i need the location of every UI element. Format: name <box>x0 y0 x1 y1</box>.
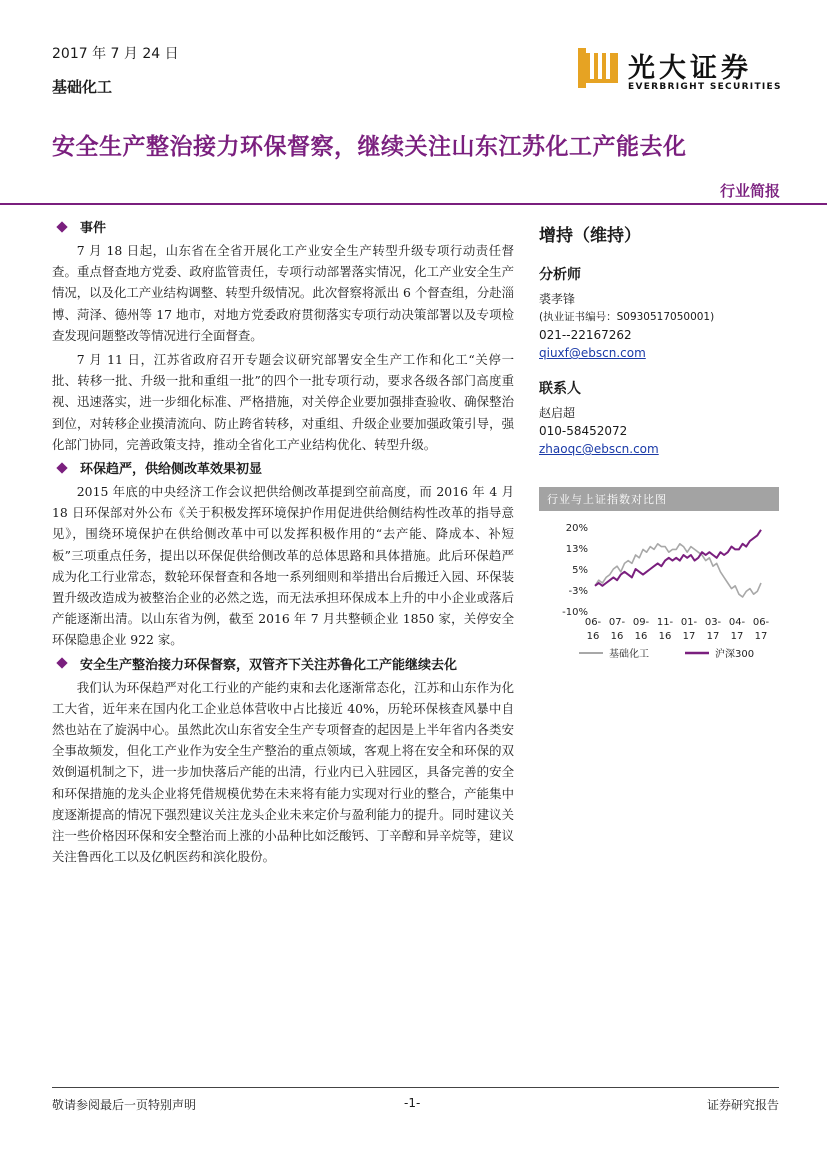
report-date: 2017 年 7 月 24 日 <box>52 46 179 62</box>
section-safety-production <box>52 654 514 868</box>
diamond-bullet-icon <box>56 657 67 668</box>
analyst-name: 裘孝锋 <box>539 292 576 306</box>
diamond-bullet-icon <box>56 462 67 473</box>
paragraph: 7 月 18 日起，山东省在全省开展化工产业安全生产转型升级专项行动责任督查。重点督查地方党委、政府监管责任，专项行动部署落实情况，化工产业安全生产情况，以及化工产业结构调整、转型升级情况。此次督察将派出 6 个督查组，分赴淄博、菏泽、德州等 17 地市，对地方党委政府贯彻落实专项行动决策部署以及专项检查发现问题整改等情况进行全面督查。 <box>52 243 514 343</box>
footer-report-label: 证券研究报告 <box>706 1098 779 1112</box>
x-tick-label: 16 <box>586 631 600 642</box>
section-heading <box>52 458 514 477</box>
x-tick-label: 16 <box>658 631 672 642</box>
comparison-chart <box>539 487 779 667</box>
report-title: 安全生产整治接力环保督察，继续关注山东江苏化工产能去化 <box>52 134 687 160</box>
everbright-logo-icon <box>576 46 620 90</box>
x-tick-label: 17 <box>754 631 768 642</box>
analyst-heading: 分析师 <box>539 267 581 283</box>
contact-heading: 联系人 <box>539 381 581 397</box>
y-tick-label: 5% <box>572 565 588 576</box>
paragraph: 2015 年底的中央经济工作会议把供给侧改革提到空前高度，而 2016 年 4 月 18 日环保部对外公布《关于积极发挥环境保护作用促进供给侧结构性改革的指导意见》，围绕环境保护在供给侧改革中可以发挥积极作用的“去产能、降成本、补短板”三项重点任务，提出以环保促供给侧改革的总体思路和具体措施。此后环保趋严成为化工行业常态，数轮环保督查和各地一系列细则和举措出台后搬迁入园、环保装置升级改造成为被整治企业的必然之选，而无法承担环保成本上升的中小企业或落后产能逐渐出清。以山东省为例，截至 2016 年 7 月共整顿企业 1850 家，关停安全环保隐患企业 922 家。 <box>52 484 514 648</box>
contact-phone: 010-58452072 <box>539 424 628 438</box>
contact-name: 赵启超 <box>539 406 576 420</box>
x-tick-label: 17 <box>706 631 720 642</box>
section-heading-text: 事件 <box>80 221 107 236</box>
y-tick-label: 13% <box>565 544 588 555</box>
x-tick-label: 16 <box>610 631 624 642</box>
x-tick-label: 16 <box>634 631 648 642</box>
report-type: 行业简报 <box>719 182 780 200</box>
section-heading <box>52 217 514 236</box>
legend-label: 基础化工 <box>609 649 649 660</box>
section-event <box>52 217 514 455</box>
series-line <box>595 530 761 586</box>
rating-label: 增持（维持） <box>539 226 641 246</box>
x-tick-label: 04- <box>728 617 746 628</box>
legend-label: 沪深300 <box>715 649 755 660</box>
diamond-bullet-icon <box>56 221 67 232</box>
company-logo <box>576 46 786 94</box>
x-tick-label: 07- <box>608 617 626 628</box>
x-tick-label: 01- <box>680 617 698 628</box>
logo-english-name: EVERBRIGHT SECURITIES <box>628 82 782 92</box>
chart-plot <box>539 511 779 667</box>
main-content <box>52 215 514 867</box>
analyst-email-link[interactable]: qiuxf@ebscn.com <box>539 346 646 360</box>
series-line <box>595 544 761 597</box>
section-env-protection <box>52 458 514 651</box>
paragraph: 我们认为环保趋严对化工行业的产能约束和去化逐渐常态化，江苏和山东作为化工大省，近年来在国内化工企业总体营收中占比接近 40%，历轮环保核查风暴中自然也站在了旋涡中心。虽然此次山东省安全生产专项督查的起因是上半年省内各类安全事故频发，但化工产业作为安全生产整治的重点领域，客观上将在安全和环保的双效倒逼机制之下，进一步加快落后产能的出清，行业内已入驻园区，具备完善的安全和环保措施的龙头企业将凭借规模优势在未来将有能力实现对行业的整合，产能集中度逐渐提高的情况下强烈建议关注龙头企业未来定价与盈利能力的提升。同时建议关注一些价格因环保和安全整治而上涨的小品种比如泛酸钙、丁辛醇和异辛烷等，建议关注鲁西化工以及亿帆医药和滨化股份。 <box>52 679 514 865</box>
analyst-cert-number: (执业证书编号：S0930517050001) <box>539 311 715 323</box>
x-tick-label: 17 <box>682 631 696 642</box>
x-tick-label: 03- <box>704 617 722 628</box>
analyst-phone: 021--22167262 <box>539 328 632 342</box>
y-tick-label: 20% <box>565 523 588 534</box>
contact-email-link[interactable]: zhaoqc@ebscn.com <box>539 442 659 456</box>
page-number: -1- <box>404 1096 421 1110</box>
footer-disclaimer: 敬请参阅最后一页特别声明 <box>52 1098 197 1112</box>
logo-chinese-name: 光大证券 <box>628 53 752 84</box>
header-divider <box>0 203 827 205</box>
x-tick-label: 06- <box>584 617 602 628</box>
x-tick-label: 17 <box>730 631 744 642</box>
y-tick-label: -10% <box>562 607 588 618</box>
chart-title: 行业与上证指数对比图 <box>539 487 779 511</box>
section-heading-text: 环保趋严，供给侧改革效果初显 <box>80 462 263 478</box>
section-heading-text: 安全生产整治接力环保督察，双管齐下关注苏鲁化工产能继续去化 <box>80 657 458 673</box>
section-heading <box>52 654 514 673</box>
sector-label: 基础化工 <box>52 78 113 96</box>
x-tick-label: 09- <box>632 617 650 628</box>
paragraph: 7 月 11 日，江苏省政府召开专题会议研究部署安全生产工作和化工“关停一批、转移一批、升级一批和重组一批”的四个一批专项行动，要求各级各部门高度重视、迅速落实，进一步细化标准、严格措施，对关停企业要加强排查验收、确保整治到位，对转移企业摸清流向、防止跨省转移，对重组、升级企业要加强政策引导，强化部门协同，完善政策支持，推动全省化工产业结构优化、转型升级。 <box>52 352 514 452</box>
y-tick-label: -3% <box>568 586 588 597</box>
sidebar <box>539 221 779 458</box>
x-tick-label: 06- <box>752 617 770 628</box>
x-tick-label: 11- <box>656 617 674 628</box>
footer-divider <box>52 1087 779 1088</box>
